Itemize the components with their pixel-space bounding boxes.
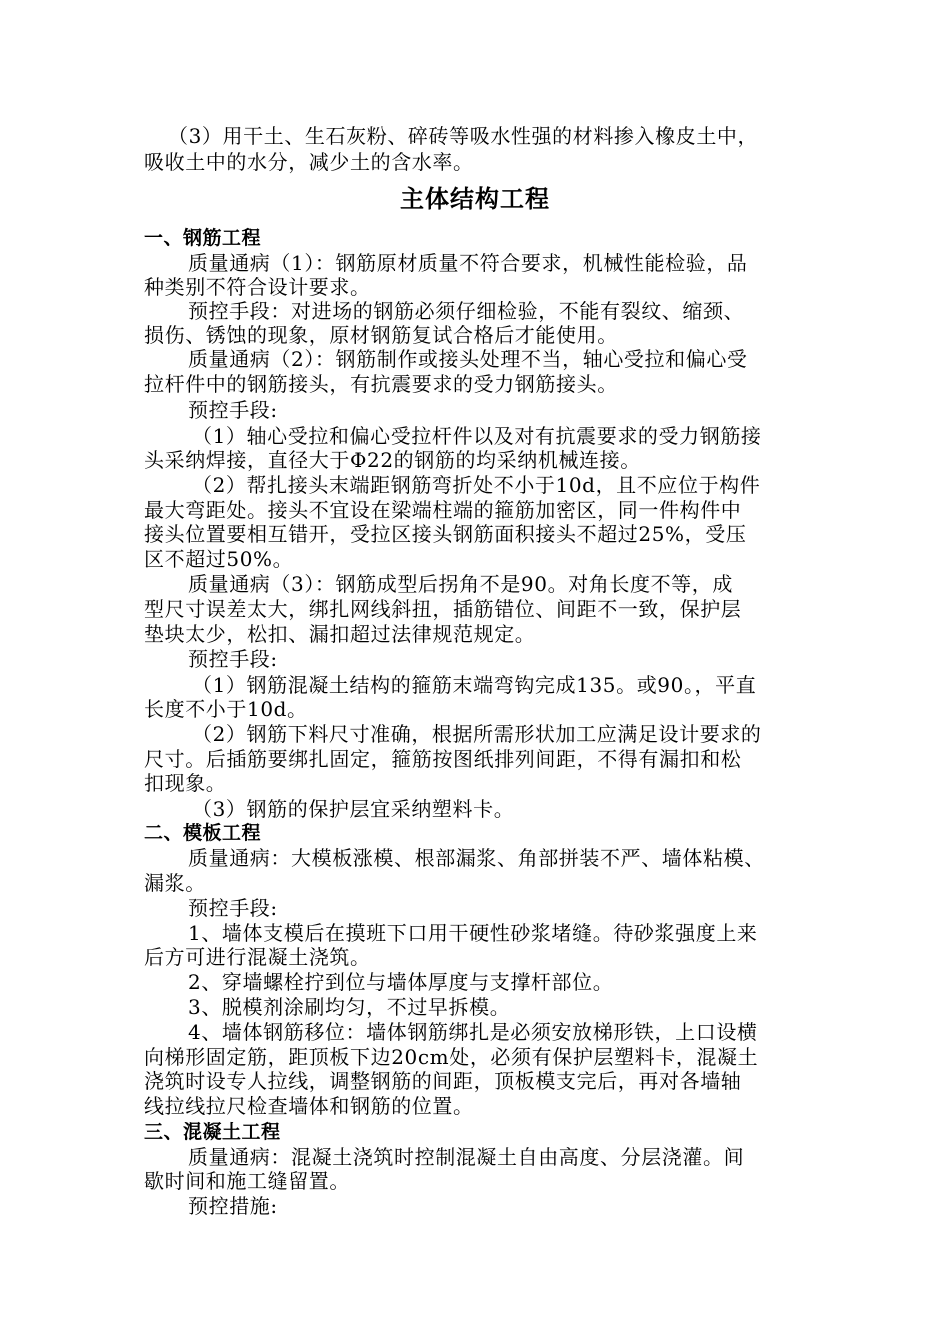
paragraph-line: （3）钢筋的保护层宜采纳塑料卡。 bbox=[192, 797, 515, 821]
paragraph-line: 歇时间和施工缝留置。 bbox=[144, 1169, 350, 1193]
paragraph-line: 预控手段: bbox=[188, 647, 278, 671]
paragraph-line: 4、墙体钢筋移位：墙体钢筋绑扎是必须安放梯形铁，上口设横 bbox=[188, 1020, 758, 1044]
paragraph-line: 预控手段: bbox=[188, 398, 278, 422]
paragraph-line: 后方可进行混凝土浇筑。 bbox=[144, 945, 371, 969]
paragraph-line: 种类别不符合设计要求。 bbox=[144, 275, 371, 299]
intro-line-1: （3）用干土、生石灰粉、碎砖等吸水性强的材料掺入橡皮土中， bbox=[168, 124, 759, 148]
paragraph-line: （1）钢筋混凝土结构的箍筋末端弯钩完成135。或90。，平直 bbox=[192, 673, 757, 697]
paragraph-line: 预控手段：对进场的钢筋必须仔细检验，不能有裂纹、缩颈、 bbox=[188, 299, 745, 323]
paragraph-line: 型尺寸误差太大，绑扎网线斜扭，插筋错位、间距不一致，保护层 bbox=[144, 597, 742, 621]
paragraph-line: 损伤、锈蚀的现象，原材钢筋复试合格后才能使用。 bbox=[144, 323, 618, 347]
paragraph-line: 2、穿墙螺栓拧到位与墙体厚度与支撑杆部位。 bbox=[188, 970, 614, 994]
intro-line-2: 吸收土中的水分，减少土的含水率。 bbox=[144, 150, 474, 174]
paragraph-line: 线拉线拉尺检查墙体和钢筋的位置。 bbox=[144, 1094, 474, 1118]
paragraph-line: 质量通病（1）：钢筋原材质量不符合要求，机械性能检验，品 bbox=[188, 251, 748, 275]
section-heading-concrete: 三、混凝土工程 bbox=[144, 1121, 281, 1143]
paragraph-line: 漏浆。 bbox=[144, 871, 206, 895]
paragraph-line: 垫块太少，松扣、漏扣超过法律规范规定。 bbox=[144, 622, 536, 646]
section-heading-formwork: 二、模板工程 bbox=[144, 822, 262, 844]
paragraph-line: 质量通病（3）：钢筋成型后拐角不是90。对角长度不等，成 bbox=[188, 572, 733, 596]
paragraph-line: 3、脱模剂涂刷均匀，不过早拆模。 bbox=[188, 995, 511, 1019]
paragraph-line: （2）帮扎接头末端距钢筋弯折处不小于10d，且不应位于构件 bbox=[192, 473, 761, 497]
paragraph-line: 质量通病：混凝土浇筑时控制混凝土自由高度、分层浇灌。间 bbox=[188, 1145, 745, 1169]
paragraph-line: （1）轴心受拉和偏心受拉杆件以及对有抗震要求的受力钢筋接 bbox=[192, 424, 762, 448]
paragraph-line: （2）钢筋下料尺寸准确，根据所需形状加工应满足设计要求的 bbox=[192, 722, 762, 746]
paragraph-line: 长度不小于10d。 bbox=[144, 697, 308, 721]
section-heading-rebar: 一、钢筋工程 bbox=[144, 227, 262, 249]
paragraph-line: 预控措施: bbox=[188, 1194, 278, 1218]
paragraph-line: 拉杆件中的钢筋接头，有抗震要求的受力钢筋接头。 bbox=[144, 372, 618, 396]
page-title: 主体结构工程 bbox=[400, 185, 550, 213]
paragraph-line: 向梯形固定筋，距顶板下边20cm处，必须有保护层塑料卡，混凝土 bbox=[144, 1045, 759, 1069]
paragraph-line: 扣现象。 bbox=[144, 771, 227, 795]
paragraph-line: 质量通病：大模板涨模、根部漏浆、角部拼装不严、墙体粘模、 bbox=[188, 846, 765, 870]
paragraph-line: 质量通病（2）：钢筋制作或接头处理不当，轴心受拉和偏心受 bbox=[188, 347, 748, 371]
paragraph-line: 接头位置要相互错开，受拉区接头钢筋面积接头不超过25%，受压 bbox=[144, 522, 747, 546]
paragraph-line: 1、墙体支模后在摸班下口用干硬性砂浆堵缝。待砂浆强度上来 bbox=[188, 921, 758, 945]
paragraph-line: 预控手段: bbox=[188, 896, 278, 920]
paragraph-line: 区不超过50%。 bbox=[144, 547, 294, 571]
paragraph-line: 头采纳焊接，直径大于Φ22的钢筋的均采纳机械连接。 bbox=[144, 448, 641, 472]
paragraph-line: 尺寸。后插筋要绑扎固定，箍筋按图纸排列间距，不得有漏扣和松 bbox=[144, 747, 742, 771]
paragraph-line: 最大弯距处。接头不宜设在梁端柱端的箍筋加密区，同一件构件中 bbox=[144, 498, 742, 522]
paragraph-line: 浇筑时设专人拉线，调整钢筋的间距，顶板模支完后，再对各墙轴 bbox=[144, 1069, 742, 1093]
